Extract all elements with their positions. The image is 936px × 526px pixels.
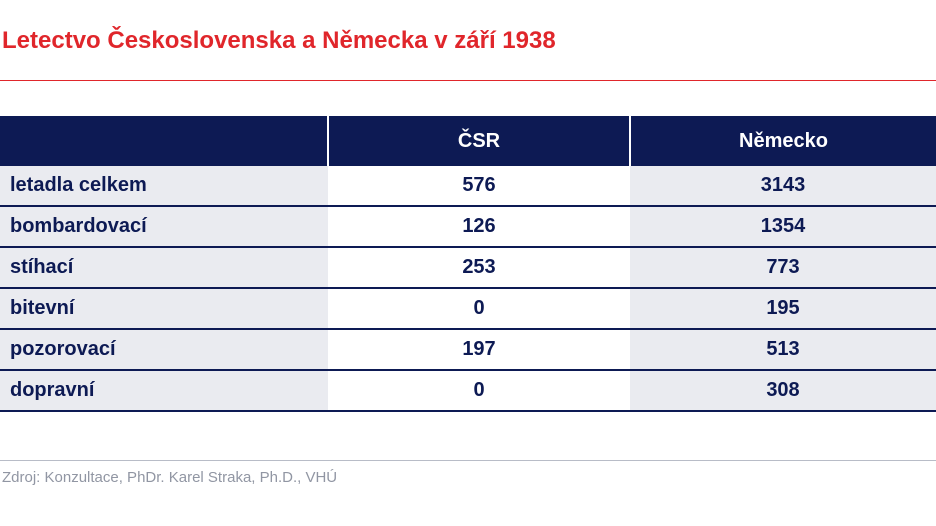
source-note: Zdroj: Konzultace, PhDr. Karel Straka, Ph.D., VHÚ — [2, 469, 338, 486]
cell-csr: 253 — [328, 247, 630, 288]
column-header-nemecko: Německo — [630, 116, 936, 166]
chart-title: Letectvo Československa a Německa v září 1938 — [2, 27, 556, 54]
cell-csr: 576 — [328, 166, 630, 206]
row-label: pozorovací — [0, 329, 328, 370]
row-label: bombardovací — [0, 206, 328, 247]
cell-csr: 197 — [328, 329, 630, 370]
table-row — [0, 370, 936, 411]
cell-csr: 0 — [328, 370, 630, 411]
source-divider — [0, 460, 936, 461]
table-row — [0, 329, 936, 370]
row-label: bitevní — [0, 288, 328, 329]
column-header-label — [0, 116, 328, 166]
cell-nemecko: 3143 — [630, 166, 936, 206]
row-label: stíhací — [0, 247, 328, 288]
cell-csr: 0 — [328, 288, 630, 329]
row-label: letadla celkem — [0, 166, 328, 206]
title-divider — [0, 80, 936, 81]
table-header-row — [0, 116, 936, 166]
table-row — [0, 206, 936, 247]
cell-nemecko: 195 — [630, 288, 936, 329]
data-table — [0, 116, 936, 412]
cell-nemecko: 773 — [630, 247, 936, 288]
table-row — [0, 247, 936, 288]
table-row — [0, 166, 936, 206]
table-row — [0, 288, 936, 329]
cell-nemecko: 513 — [630, 329, 936, 370]
cell-nemecko: 308 — [630, 370, 936, 411]
cell-nemecko: 1354 — [630, 206, 936, 247]
cell-csr: 126 — [328, 206, 630, 247]
row-label: dopravní — [0, 370, 328, 411]
column-header-csr: ČSR — [328, 116, 630, 166]
